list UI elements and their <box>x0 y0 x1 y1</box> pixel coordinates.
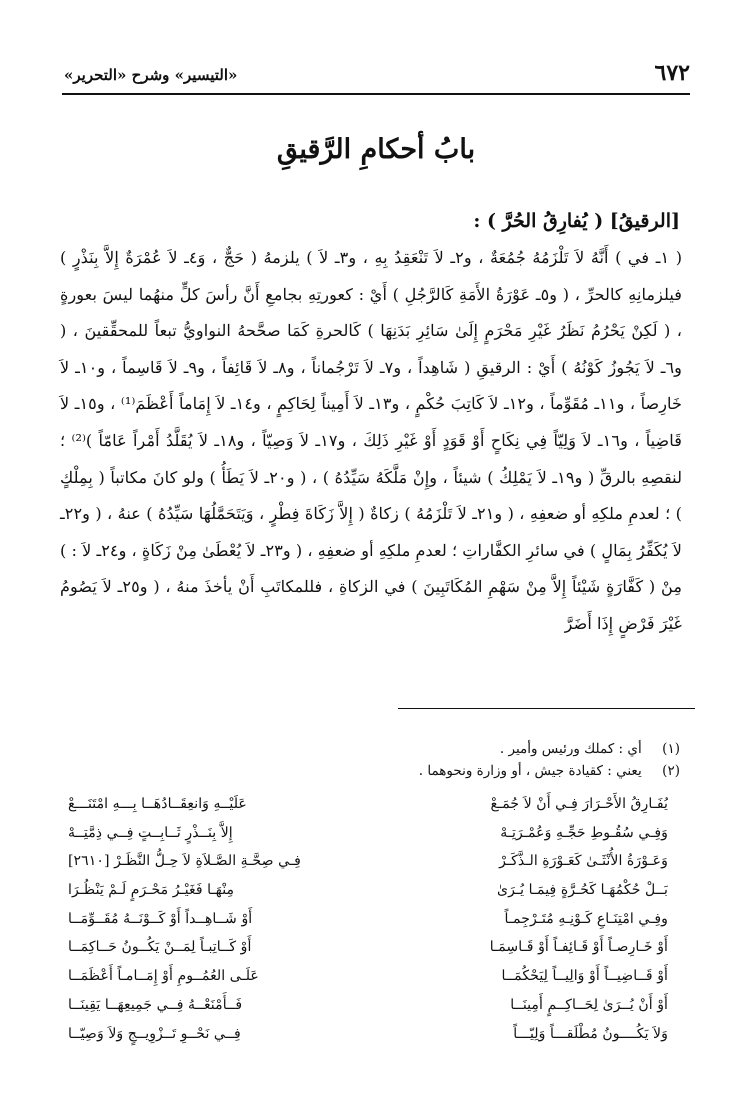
verse-second-hemistich: فِــي نَحْــوِ تَــزْوِيــجٍ وَلاَ وَصِيّــا <box>68 1025 241 1042</box>
footnote-number: (١) <box>662 741 680 757</box>
page-number: ٦٧٢ <box>654 60 690 86</box>
poem-verse <box>68 847 668 876</box>
footnote-1 <box>200 738 680 760</box>
verse-first-hemistich: وَلاَ يَكُــــونُ مُطْلَقـــاً وَلِيّـــاً <box>513 1025 668 1042</box>
verse-first-hemistich: بَــلْ حُكْمُهَـا كَحُـرَّةٍ فِيمَـا يُـرَىٰ <box>497 882 668 899</box>
verse-second-hemistich: أَوْ شَــاهِــداً أَوْ كَــوْنَــهُ مُقَــوِّمَــا <box>68 910 253 927</box>
footnote-2 <box>200 760 680 782</box>
poem-verse <box>68 905 668 934</box>
chapter-title: بابُ أحكامِ الرَّقيقِ <box>276 134 476 165</box>
poem-verse <box>68 962 668 991</box>
verse-first-hemistich: يُفَـارِقُ الأَحْـرَارَ فِـي أَنْ لاَ جُمَـعْ <box>490 796 668 812</box>
footnote-text: أي : كملك ورئيس وأمير . <box>499 741 642 757</box>
verse-first-hemistich: وفِـي امْتِنَـاعِ كَـوْنِـهِ مُتَـرْجِمـاً <box>504 910 668 927</box>
footnotes <box>200 738 680 782</box>
poem-verse <box>68 790 668 819</box>
section-heading: [الرقيقُ] ( يُفارِقُ الحُرَّ ) : <box>473 210 680 232</box>
verse-second-hemistich: أَوْ كَــاتِبـاً لِمَــنْ يَكُــونُ حَــاكِمَــا <box>68 939 252 956</box>
verse-second-hemistich: عَلَيْــهِ وَانعِقَــادُهَــا بِـــهِ امْتَنَـــعْ <box>68 796 247 812</box>
header-divider <box>62 93 690 95</box>
running-title: «التيسير» وشرح «التحرير» <box>64 66 238 84</box>
footnote-text: يعني : كقيادة جيش ، أو وزارة ونحوهما . <box>418 763 642 779</box>
footnote-divider <box>398 708 695 709</box>
footnote-number: (٢) <box>662 763 680 779</box>
verse-second-hemistich: إِلاَّ بِنَــذْرٍ ثَــابِــتٍ فِــي ذِمَّتِــهْ <box>68 824 233 841</box>
poem-verse <box>68 1020 668 1049</box>
main-text <box>60 240 682 643</box>
verse-first-hemistich: وَفِـي سُقُـوطِ حَجِّـهِ وَعُمْـرَتِـهْ <box>500 824 668 841</box>
footnote-poem <box>68 790 668 1048</box>
poem-verse <box>68 933 668 962</box>
verse-second-hemistich: مِنْهَـا فَغَيْـرُ مَحْـرَمٍ لَـمْ يَنْظُـرَا <box>68 882 235 899</box>
verse-first-hemistich: أَوْ خَـارِصـاً أَوْ قَـائِفـاً أَوْ قَـاسِمَـا <box>489 939 668 956</box>
poem-verse <box>68 991 668 1020</box>
poem-verse <box>68 819 668 848</box>
verse-second-hemistich: عَلَـى العُمُــومِ أَوْ إِمَــامـاً أَعْظَمَــا <box>68 968 259 985</box>
verse-second-hemistich: فَــأَمْنَعْــهُ فِــي جَمِيعِهَــا يَقِينَــا <box>68 996 243 1013</box>
verse-first-hemistich: أَوْ أَنْ يُــرَىٰ لِحَــاكِــمٍ أَمِينَــا <box>510 996 668 1013</box>
verse-first-hemistich: أَوْ قَــاضِيــاً أَوْ وَالِيــاً لِيَحْكُمَــا <box>501 968 668 985</box>
verse-first-hemistich: وَعَـوْرَةُ الأُنْثَـىٰ كَعَـوْرَةِ الـذَّكَـرْ <box>499 853 668 870</box>
verse-second-hemistich: فِـي صِحَّـةِ الصَّـلاَةِ لاَ حِـلُّ النَّظَـرْ [٢٦١٠] <box>68 853 301 870</box>
main-paragraph: ( ١ـ في ) أَنَّهُ لاَ تَلْزَمُهُ جُمُعَةٌ ، و٢ـ لاَ تَنْعَقِدُ بِهِ ، و٣ـ لاَ ) يلزمهُ ( حَجٌّ ، وَ٤ـ لاَ عُمْرَةٌ إِلاَّ بِنَذْرٍ ) فيلزمانِهِ كالحرِّ ، ( و٥ـ عَوْرَةُ الأَمَةِ كَالرَّجُلِ ) أَيْ : كعورتِهِ بجامعِ أَنَّ رأسَ كلٍّ منهُما ليسَ بعورةٍ ، ( لَكِنْ يَحْرُمُ نَظَرُ غَيْرِ مَحْرَمٍ إِلَىٰ سَائِرِ بَدَنِهَا ) كَالحرةِ كَمَا صحَّحهُ النواويُّ تبعاً للمحقِّقينَ ، ( و٦ـ لاَ يَجُوزُ كَوْنُهُ ) أَيْ : الرقيقِ ( شَاهِداً ، و٧ـ لاَ تَرْجُماناً ، و٨ـ لاَ قَائِفاً ، و٩ـ لاَ قَاسِماً ، و١٠ـ لاَ خَارِصاً ، و١١ـ مُقَوِّماً ، و١٢ـ لاَ كَاتِبَ حُكْمٍ ، و١٣ـ لاَ أَمِيناً لِحَاكِمٍ ، و١٤ـ لاَ إِمَاماً أَعْظَمَ⁽¹⁾ ، و١٥ـ لاَ قَاضِياً ، و١٦ـ لاَ وَلِيّاً فِي نِكَاحٍ أَوْ قَوَدٍ أَوْ غَيْرِ ذَلِكَ ، و١٧ـ لاَ وَصِيّاً ، و١٨ـ لاَ يُقَلَّدُ أَمْراً عَامّاً )⁽²⁾ ؛ لنقصِهِ بالرقِّ ( و١٩ـ لاَ يَمْلِكُ ) شيئاً ، وإِنْ مَلَّكَهُ سَيِّدُهُ ) ، ( و٢٠ـ لاَ يَطَأُ ) ولو كانَ مكاتباً ( بِمِلْكٍ ) ؛ لعدمِ ملكِهِ أو ضعفِهِ ، ( و٢١ـ لاَ تَلْزَمُهُ ) زكاةٌ ( إِلاَّ زَكَاةَ فِطْرٍ ، وَيَتَحَمَّلُهَا سَيِّدُهُ ) عنهُ ، ( و٢٢ـ لاَ يُكَفِّرُ بِمَالٍ ) في سائرِ الكفَّاراتِ ؛ لعدمِ ملكِهِ أو ضعفِهِ ، ( و٢٣ـ لاَ يُعْطَىٰ مِنْ زَكَاةٍ ، و٢٤ـ لاَ : ) مِنْ ( كَفَّارَةٍ شَيْئاً إِلاَّ مِنْ سَهْمِ المُكَاتَبِينَ ) في الزكاةِ ، فللمكاتَبِ أَنْ يأخذَ منهُ ، ( و٢٥ـ لاَ يَصُومُ غَيْرَ فَرْضٍ إِذَا أَضَرَّ <box>60 248 683 633</box>
poem-verse <box>68 876 668 905</box>
